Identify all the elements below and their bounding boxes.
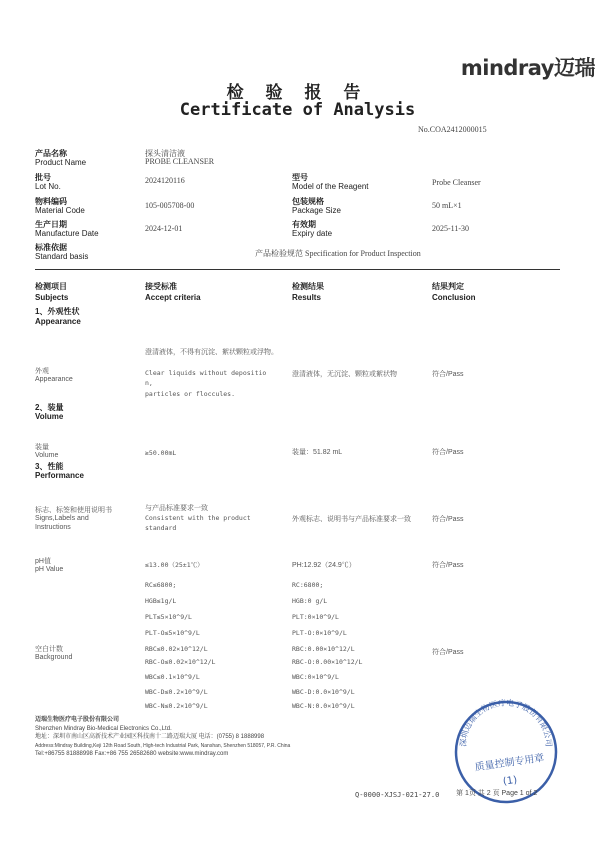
section-appearance-en: Appearance: [35, 317, 81, 326]
labels-subject-cn: 标志、标签和使用说明书: [35, 507, 112, 514]
title-cn: 检 验 报 告: [226, 83, 369, 103]
package-size-value: 50 mL×1: [432, 201, 462, 210]
bg-criteria-item: WBC≤0.1×10^9/L: [145, 673, 200, 681]
seal-number-text: (1): [502, 774, 518, 788]
bg-criteria-item: PLT-O≤5×10^9/L: [145, 629, 200, 637]
manufacture-date-label-en: Manufacture Date: [35, 229, 99, 238]
bg-result-item: RBC-O:0.00×10^12/L: [292, 658, 363, 666]
bg-result-item: PLT-O:0×10^9/L: [292, 629, 347, 637]
bg-result-item: WBC-N:0.0×10^9/L: [292, 702, 355, 710]
section-appearance-cn: 1、外观性状: [35, 307, 80, 316]
ph-result: PH:12.92（24.9℃）: [292, 562, 356, 569]
divider-line: [35, 269, 560, 270]
volume-result: 装量：51.82 mL: [292, 449, 343, 456]
volume-criteria: ≥50.00mL: [145, 449, 177, 457]
manufacture-date-label-cn: 生产日期: [35, 220, 67, 229]
section-volume-cn: 2、装量: [35, 403, 64, 412]
lot-no-label-en: Lot No.: [35, 182, 61, 191]
product-name-label-cn: 产品名称: [35, 149, 67, 158]
col-subjects-en: Subjects: [35, 293, 69, 302]
appearance-conclusion: 符合/Pass: [432, 371, 464, 378]
bg-result-item: RBC:0.00×10^12/L: [292, 645, 355, 653]
material-code-value: 105-005708-00: [145, 201, 195, 210]
ph-criteria: ≤13.00（25±1℃）: [145, 561, 204, 569]
product-name-value-en: PROBE CLEANSER: [145, 157, 215, 166]
col-criteria-en: Accept criteria: [145, 293, 201, 302]
background-conclusion: 符合/Pass: [432, 649, 464, 656]
labels-result: 外观标志、说明书与产品标准要求一致: [292, 516, 411, 523]
company-address-en: Address:Mindray Building,Keji 12th Road South, High-tech Industrial Park, Nanshan, Shenzhen 518057, P.R. China: [35, 742, 291, 749]
bg-criteria-item: RC≤6800;: [145, 581, 177, 589]
bg-result-item: HGB:0 g/L: [292, 597, 328, 605]
bg-result-item: PLT:0×10^9/L: [292, 613, 339, 621]
brand-logo: mindray迈瑞: [460, 56, 595, 80]
lot-no-label-cn: 批号: [35, 173, 51, 182]
seal-mid-text: 质量控制专用章: [474, 752, 546, 774]
ph-subject-cn: pH值: [35, 558, 51, 565]
standard-basis-label-cn: 标准依据: [35, 243, 67, 252]
bg-result-item: RC:6800;: [292, 581, 324, 589]
appearance-criteria-en-1: Clear liquids without depositio: [145, 369, 267, 377]
col-criteria-cn: 接受标准: [145, 282, 177, 291]
expiry-date-label-cn: 有效期: [292, 220, 316, 229]
package-size-label-cn: 包装规格: [292, 197, 324, 206]
bg-criteria-item: WBC-D≤0.2×10^9/L: [145, 688, 208, 696]
seal-top-text: 深圳迈瑞生物医疗电子股份有限公司: [458, 698, 554, 748]
material-code-label-cn: 物料编码: [35, 197, 67, 206]
bg-result-item: WBC-D:0.0×10^9/L: [292, 688, 355, 696]
model-value: Probe Cleanser: [432, 178, 481, 187]
appearance-criteria-cn: 澄清液体，不得有沉淀、絮状颗粒或浮物。: [145, 349, 278, 356]
volume-subject-cn: 装量: [35, 444, 49, 451]
company-name-en: Shenzhen Mindray Bio-Medical Electronics Co.,Ltd.: [35, 725, 172, 732]
company-contact: Tel:+86755 81888998 Fax:+86 755 26582680 website:www.mindray.com: [35, 751, 229, 757]
appearance-result: 澄清液体，无沉淀、颗粒或絮状物: [292, 371, 397, 378]
product-name-label-en: Product Name: [35, 158, 87, 167]
standard-basis-label-en: Standard basis: [35, 252, 89, 261]
appearance-subject-en: Appearance: [35, 376, 73, 383]
expiry-date-label-en: Expiry date: [292, 229, 333, 238]
title-en: Certificate of Analysis: [179, 100, 416, 120]
company-address-cn: 地址：深圳市南山区高新技术产业园区科技南十二路迈瑞大厦 电话：(0755) 8 1888998: [35, 734, 265, 740]
standard-basis-value: 产品检验规范 Specification for Product Inspection: [255, 249, 421, 258]
col-conclusion-cn: 结果判定: [432, 282, 464, 291]
material-code-label-en: Material Code: [35, 206, 85, 215]
appearance-subject-cn: 外观: [35, 368, 49, 375]
labels-subject-en-1: Signs,Labels and: [35, 515, 89, 522]
expiry-date-value: 2025-11-30: [432, 224, 470, 233]
model-label-en: Model of the Reagent: [292, 182, 369, 191]
ph-subject-en: pH Value: [35, 566, 64, 573]
doc-number: No.COA2412000015: [418, 125, 487, 134]
manufacture-date-value: 2024-12-01: [145, 224, 183, 233]
bg-criteria-item: HGB≤1g/L: [145, 597, 177, 605]
lot-no-value: 2024120116: [145, 176, 185, 185]
background-subject-en: Background: [35, 654, 73, 661]
appearance-criteria-en-2: n,: [145, 379, 153, 387]
col-results-cn: 检测结果: [292, 282, 324, 291]
section-performance-cn: 3、性能: [35, 462, 64, 471]
col-subjects-cn: 检测项目: [35, 282, 67, 291]
footer-code: Q-0000-XJSJ-021-27.0: [355, 791, 440, 799]
section-volume-en: Volume: [35, 412, 64, 421]
volume-subject-en: Volume: [35, 452, 59, 459]
col-conclusion-en: Conclusion: [432, 293, 476, 302]
section-performance-en: Performance: [35, 471, 84, 480]
package-size-label-en: Package Size: [292, 206, 341, 215]
labels-conclusion: 符合/Pass: [432, 516, 464, 523]
appearance-criteria-en-3: particles or floccules.: [145, 390, 236, 398]
bg-criteria-item: RBC-O≤0.02×10^12/L: [145, 658, 216, 666]
company-info: [35, 716, 290, 759]
bg-criteria-item: PLT≤5×10^9/L: [145, 613, 192, 621]
bg-criteria-item: RBC≤0.02×10^12/L: [145, 645, 208, 653]
labels-subject-en-2: Instructions: [35, 524, 71, 531]
labels-criteria-en-1: Consistent with the product: [145, 514, 251, 522]
col-results-en: Results: [292, 293, 321, 302]
product-name-value-cn: 探头清洁液: [145, 149, 185, 158]
model-label-cn: 型号: [292, 173, 308, 182]
labels-criteria-cn: 与产品标准要求一致: [145, 505, 208, 512]
volume-conclusion: 符合/Pass: [432, 449, 464, 456]
background-subject-cn: 空白计数: [35, 646, 63, 653]
ph-conclusion: 符合/Pass: [432, 562, 464, 569]
company-name-cn: 迈瑞生物医疗电子股份有限公司: [35, 717, 120, 723]
bg-criteria-item: WBC-N≤0.2×10^9/L: [145, 702, 208, 710]
bg-result-item: WBC:0×10^9/L: [292, 673, 339, 681]
footer-page: 第 1页 共 2 页 Page 1 of 2: [456, 790, 538, 797]
labels-criteria-en-2: standard: [145, 524, 177, 532]
